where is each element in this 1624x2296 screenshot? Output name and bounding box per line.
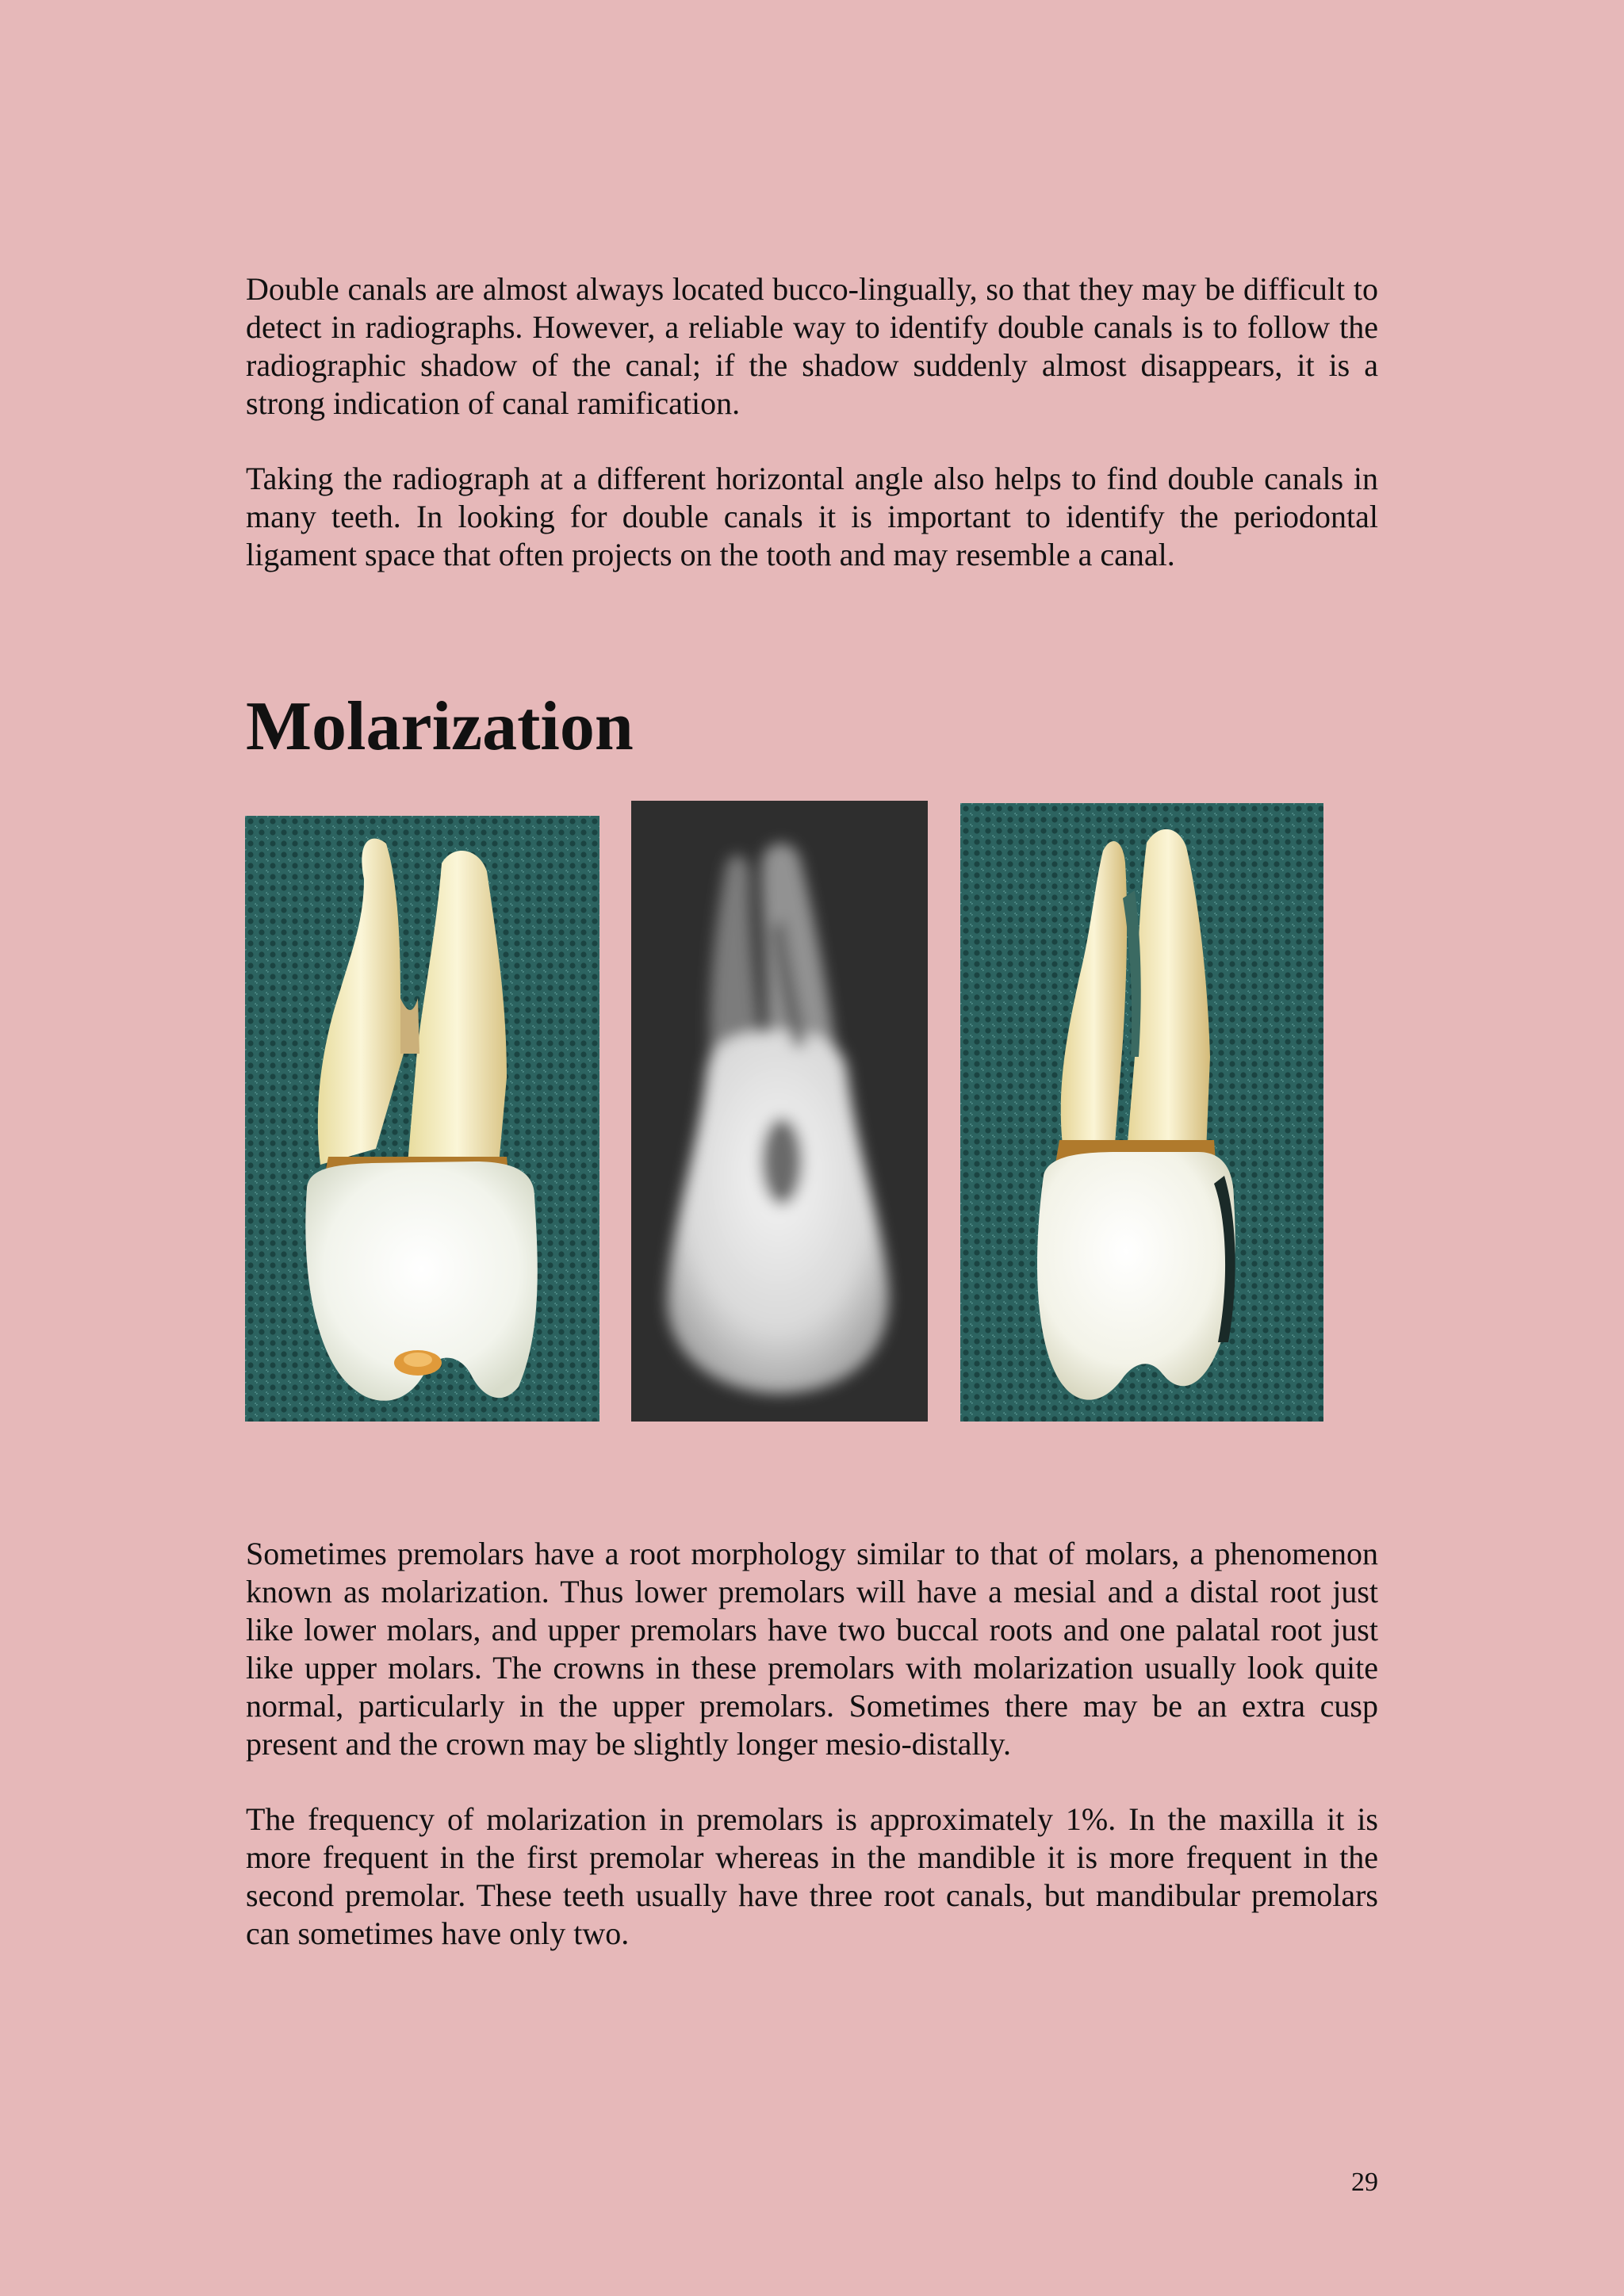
paragraph-molarization-frequency: The frequency of molarization in premolars is approximately 1%. In the maxilla it is more frequent in the first premolar whereas in the mandible it is more frequent in the second premolar. These teeth usually have three root canals, but mandibular premolars can sometimes have only two. bbox=[246, 1801, 1378, 1951]
tooth-photo-left bbox=[245, 816, 599, 1422]
paragraph-double-canals: Double canals are almost always located bucco-lingually, so that they may be difficult to detect in radiographs. However, a reliable way to identify double canals is to follow the radiographic shadow of the canal; if the shadow suddenly almost disappears, it is a strong indication of canal ramification. bbox=[246, 271, 1378, 421]
paragraph-molarization-definition: Sometimes premolars have a root morphology similar to that of molars, a phenomenon known as molarization. Thus lower premolars will have a mesial and a distal root just like lower molars, and upper premolars have two buccal roots and one palatal root just like upper molars. The crowns in these premolars with molarization usually look quite normal, particularly in the upper premolars. Sometimes there may be an extra cusp present and the crown may be slightly longer mesio-distally. bbox=[246, 1536, 1378, 1762]
section-heading: Molarization bbox=[246, 688, 634, 765]
tooth-radiograph bbox=[631, 801, 928, 1422]
tooth-photo-right bbox=[960, 803, 1323, 1422]
page-number: 29 bbox=[1351, 2168, 1378, 2197]
paragraph-radiograph-angle: Taking the radiograph at a different horizontal angle also helps to find double canals in many teeth. In looking for double canals it is important to identify the periodontal ligament space that often projects on the tooth and may resemble a canal. bbox=[246, 461, 1378, 572]
